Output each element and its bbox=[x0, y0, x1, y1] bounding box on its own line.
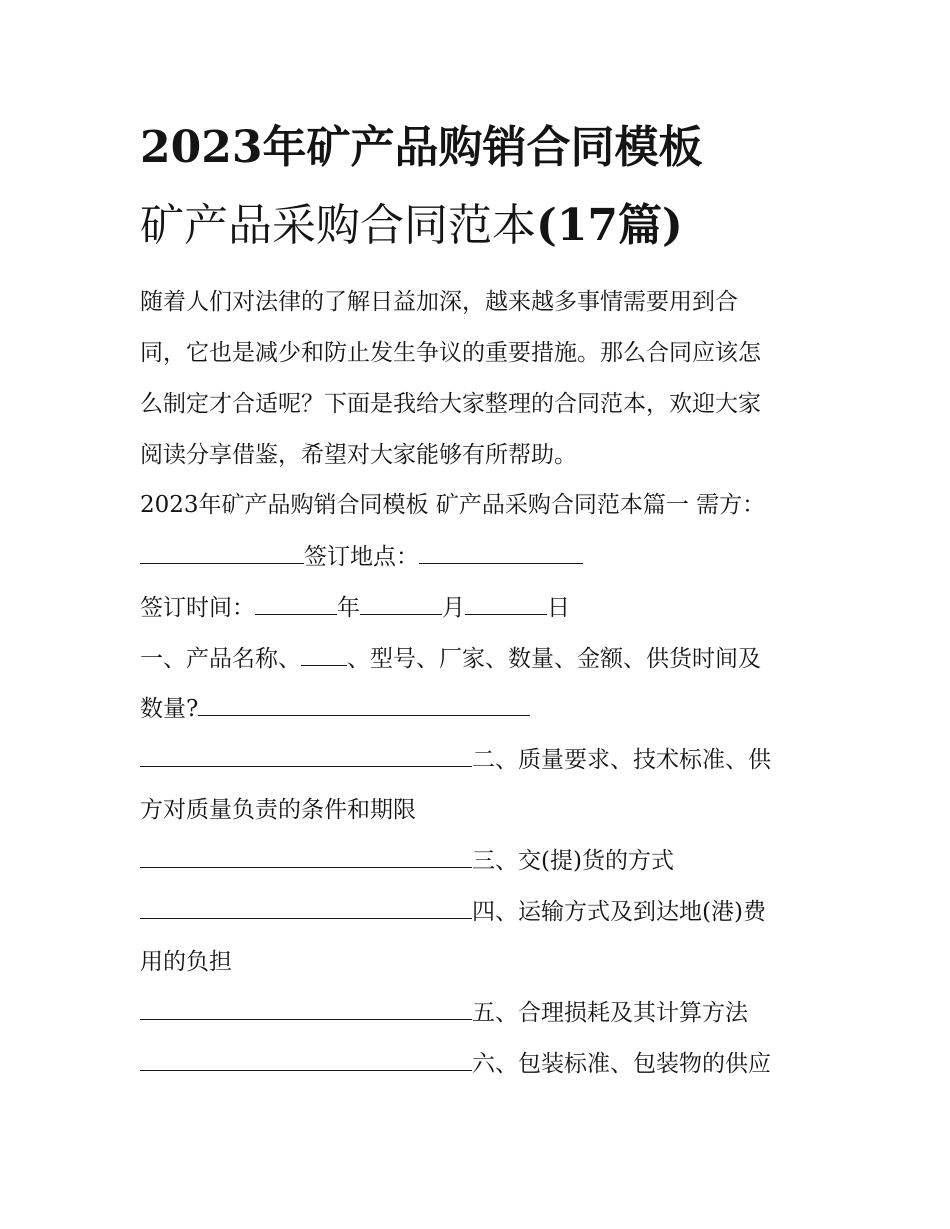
year-blank[interactable] bbox=[255, 592, 337, 615]
item-2-text-a: 二、质量要求、技术标准、供 bbox=[472, 747, 771, 773]
sign-time-label: 签订时间： bbox=[140, 595, 255, 621]
intro-line-2: 同，它也是减少和防止发生争议的重要措施。那么合同应该怎 bbox=[140, 340, 761, 366]
item-3-answer-blank[interactable] bbox=[140, 896, 472, 919]
title-line-2-suffix: (17篇) bbox=[536, 200, 683, 251]
item-6-text: 六、包装标准、包装物的供应 bbox=[472, 1051, 771, 1077]
item-5-answer-blank[interactable] bbox=[140, 1048, 472, 1071]
item-4-row bbox=[140, 896, 766, 927]
title-line-1: 2023年矿产品购销合同模板 bbox=[140, 122, 703, 173]
intro-line-1: 随着人们对法律的了解日益加深，越来越多事情需要用到合 bbox=[140, 289, 738, 315]
item-1-row-2 bbox=[140, 693, 530, 724]
item-1-answer-blank[interactable] bbox=[140, 744, 472, 767]
item-6-row bbox=[140, 1048, 771, 1079]
day-blank[interactable] bbox=[465, 592, 547, 615]
item-1-text-c: 数量? bbox=[140, 696, 199, 722]
item-2-row-2: 方对质量负责的条件和期限 bbox=[140, 797, 416, 823]
intro-line-3: 么制定才合适呢？下面是我给大家整理的合同范本，欢迎大家 bbox=[140, 391, 761, 417]
month-label: 月 bbox=[442, 595, 465, 621]
item-2-answer-blank[interactable] bbox=[140, 845, 472, 868]
item-5-text: 五、合理损耗及其计算方法 bbox=[472, 1000, 748, 1026]
sign-place-blank[interactable] bbox=[419, 541, 583, 564]
sign-time-row bbox=[140, 592, 570, 623]
item-1-text-a: 一、产品名称、 bbox=[140, 646, 301, 672]
contract-heading: 2023年矿产品购销合同模板 矿产品采购合同范本篇一 需方： bbox=[140, 492, 766, 518]
item-1-row bbox=[140, 643, 761, 674]
quantity-blank[interactable] bbox=[198, 693, 530, 716]
product-name-blank[interactable] bbox=[301, 643, 347, 666]
buyer-blank[interactable] bbox=[140, 541, 304, 564]
item-4-text-a: 四、运输方式及到达地(港)费 bbox=[472, 899, 766, 925]
item-4-answer-blank[interactable] bbox=[140, 997, 472, 1020]
item-3-row bbox=[140, 845, 674, 876]
intro-line-4: 阅读分享借鉴，希望对大家能够有所帮助。 bbox=[140, 442, 577, 468]
item-5-row bbox=[140, 997, 748, 1028]
sign-place-row bbox=[140, 541, 583, 572]
item-2-row bbox=[140, 744, 771, 775]
item-4-row-2: 用的负担 bbox=[140, 949, 232, 975]
title-line-2-main: 矿产品采购合同范本 bbox=[140, 200, 536, 251]
month-blank[interactable] bbox=[360, 592, 442, 615]
day-label: 日 bbox=[547, 595, 570, 621]
year-label: 年 bbox=[337, 595, 360, 621]
item-1-text-b: 、型号、厂家、数量、金额、供货时间及 bbox=[347, 646, 761, 672]
title-line-2 bbox=[140, 198, 683, 254]
item-3-text: 三、交(提)货的方式 bbox=[472, 848, 674, 874]
sign-place-label: 签订地点： bbox=[304, 544, 419, 570]
